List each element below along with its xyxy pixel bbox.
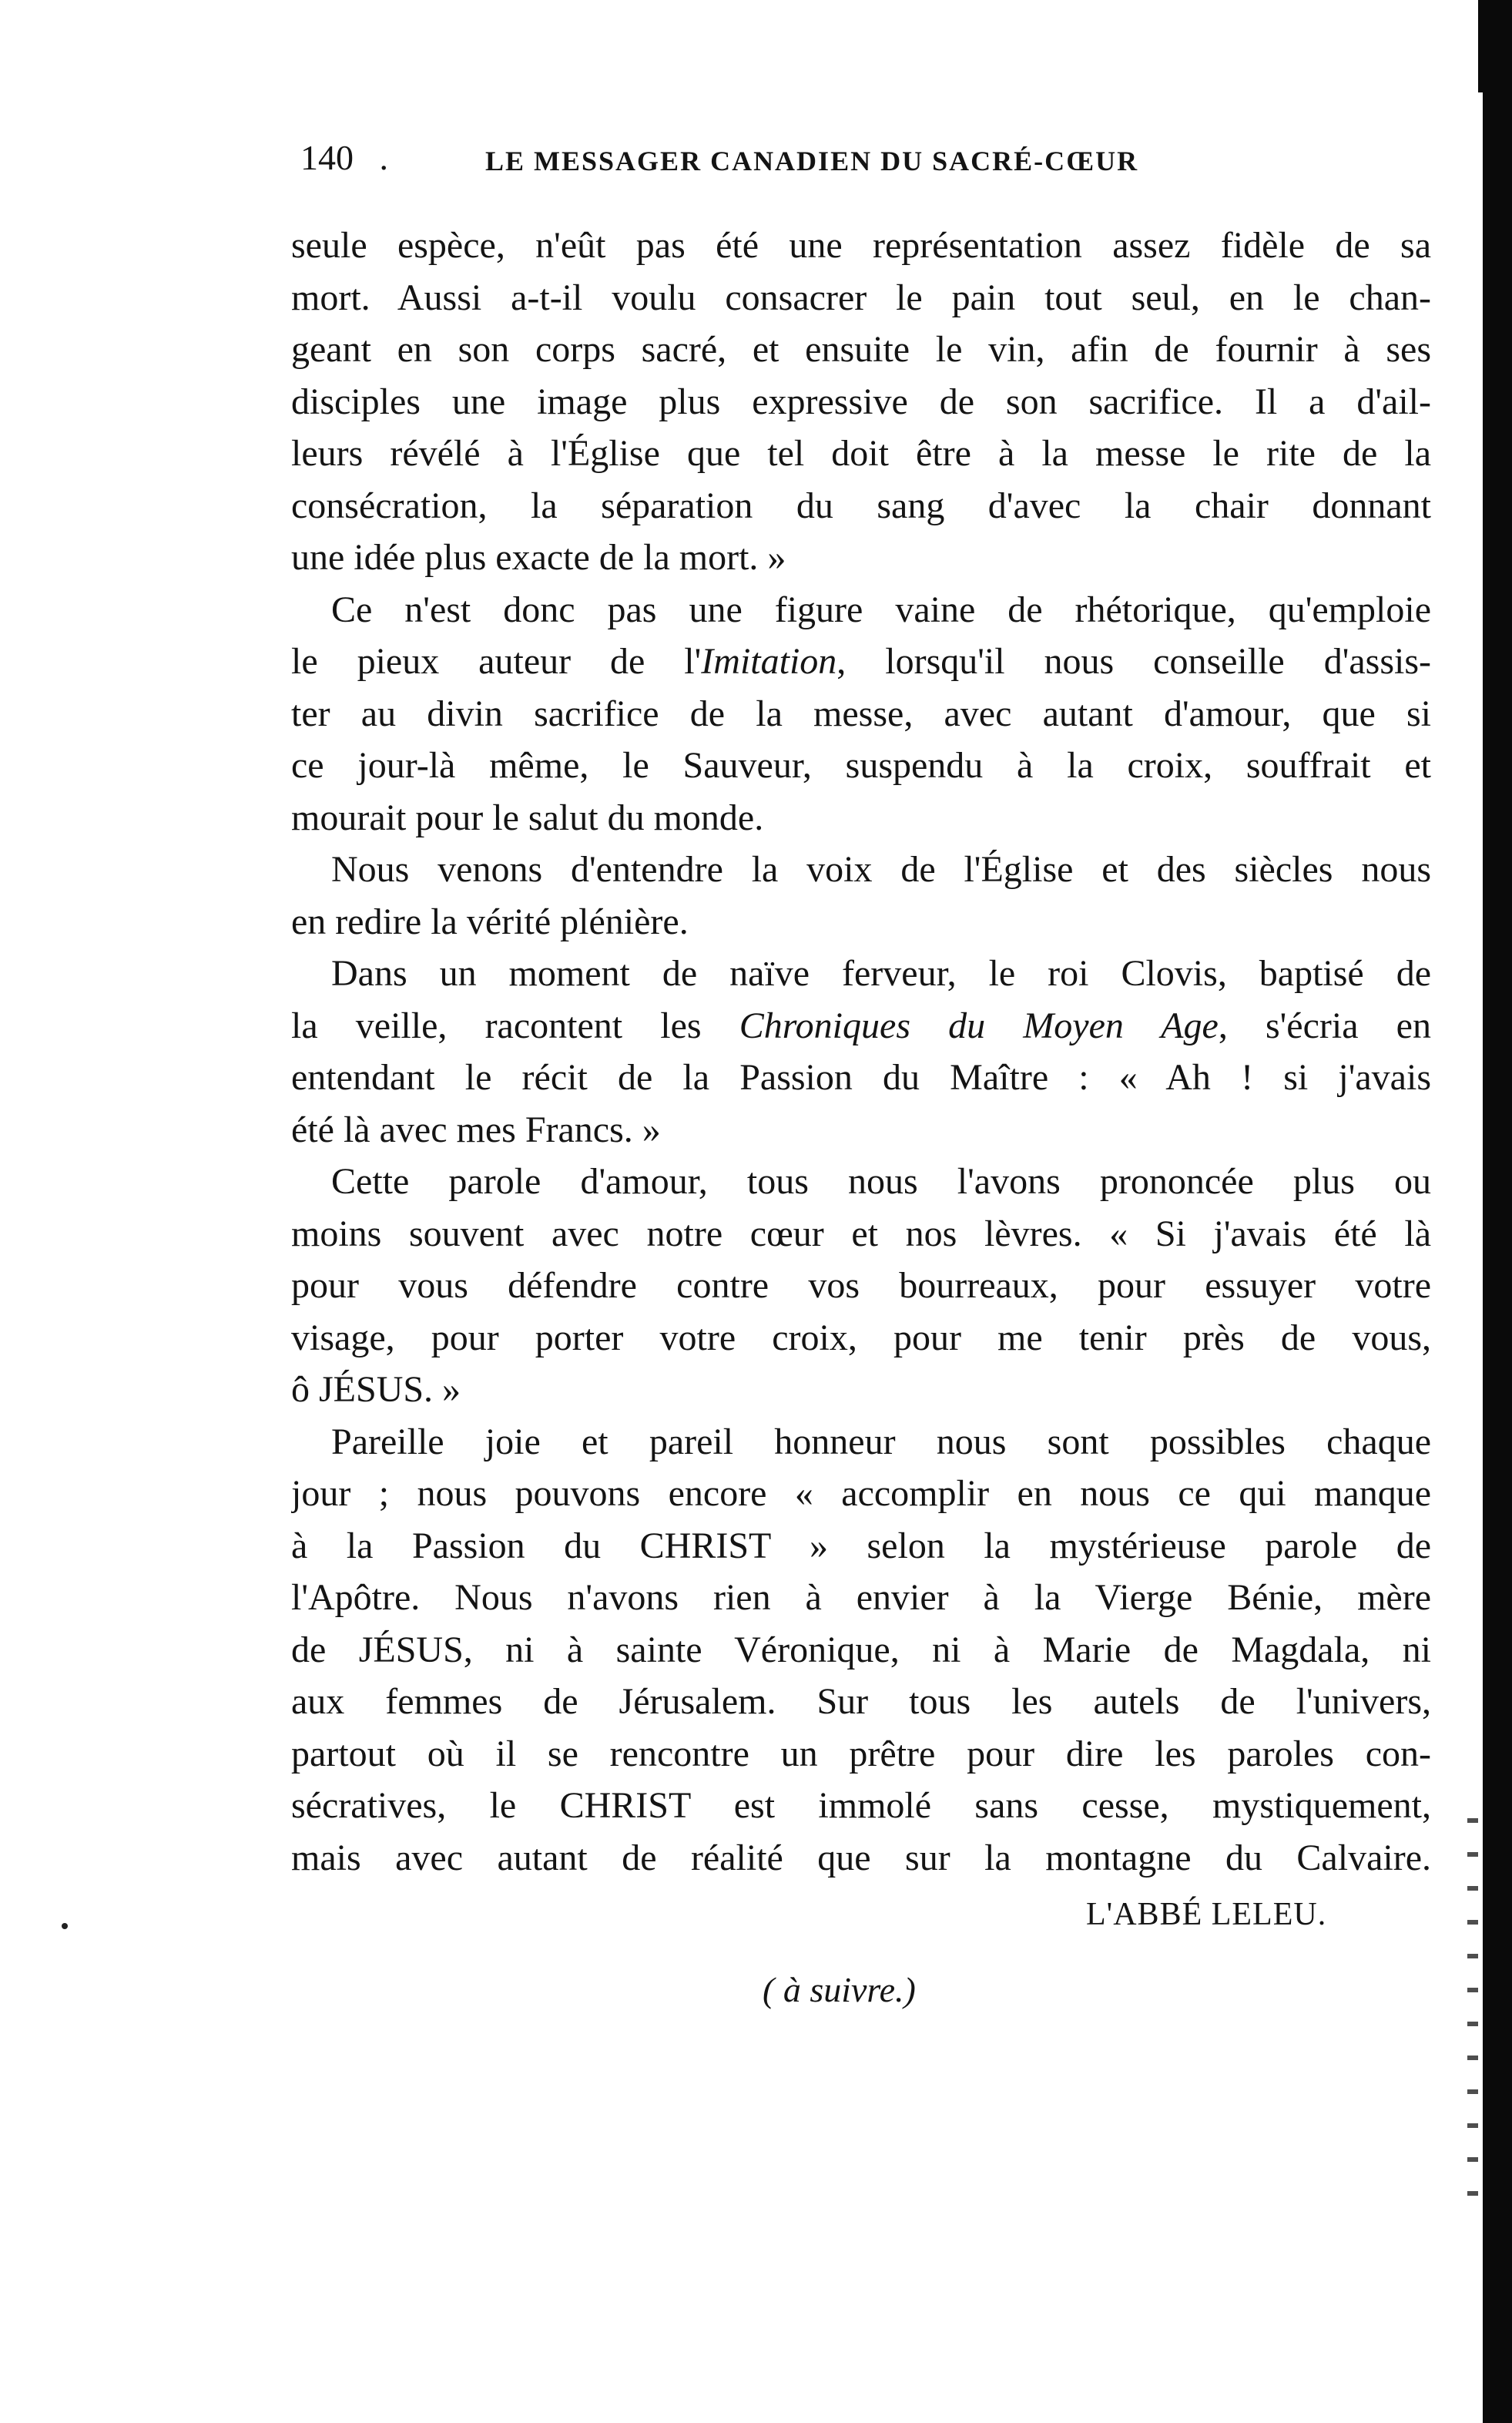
text-line: Ce n'est donc pas une figure vaine de rhétorique, qu'emploie [331,589,1431,630]
text-line: de JÉSUS, ni à sainte Véronique, ni à Marie de Magdala, ni [291,1629,1431,1670]
text-line: ce jour-là même, le Sauveur, suspendu à la croix, souffrait et [291,745,1431,786]
text-line: mais avec autant de réalité que sur la montagne du Calvaire. [291,1837,1431,1878]
text-line: mort. Aussi a-t-il voulu consacrer le pain tout seul, en le chan- [291,277,1431,318]
text-line: la veille, racontent les Chroniques du Moyen Age, s'écria en [291,1005,1431,1046]
scan-border [1483,0,1512,2423]
continuation-note: ( à suivre.) [763,1970,916,2009]
scan-artifact [1467,1818,1478,2219]
page-number [300,131,388,185]
text-line: Cette parole d'amour, tous nous l'avons prononcée plus ou [331,1161,1431,1202]
text-line: partout où il se rencontre un prêtre pour dire les paroles con- [291,1733,1431,1774]
text-line: consécration, la séparation du sang d'avec la chair donnant [291,485,1431,526]
text-line: Pareille joie et pareil honneur nous sont possibles chaque [331,1421,1431,1462]
text-line: seule espèce, n'eût pas été une représentation assez fidèle de sa [291,225,1431,266]
text-line: l'Apôtre. Nous n'avons rien à envier à la Vierge Bénie, mère [291,1577,1431,1618]
body-text [291,220,1431,1884]
page-number-value: 140 [300,138,354,177]
italic-title: Chroniques du Moyen Age [739,1005,1219,1046]
text-line: ô JÉSUS. » [291,1369,461,1410]
text-line: Dans un moment de naïve ferveur, le roi Clovis, baptisé de [331,953,1431,994]
text-line: disciples une image plus expressive de son sacrifice. Il a d'ail- [291,381,1431,422]
text-line: aux femmes de Jérusalem. Sur tous les autels de l'univers, [291,1681,1431,1722]
text-line: jour ; nous pouvons encore « accomplir en nous ce qui manque [291,1473,1431,1514]
text-line: pour vous défendre contre vos bourreaux, pour essuyer votre [291,1265,1431,1306]
running-head [300,131,1410,185]
italic-title: Imitation [701,641,837,682]
text-line: une idée plus exacte de la mort. » [291,537,786,578]
scan-border-top [1478,0,1512,92]
text-line: moins souvent avec notre cœur et nos lèvres. « Si j'avais été là [291,1213,1431,1254]
text-line: Nous venons d'entendre la voix de l'Église et des siècles nous [331,849,1431,890]
text-line: le pieux auteur de l'Imitation, lorsqu'il nous conseille d'assis- [291,641,1431,682]
text-line: sécratives, le CHRIST est immolé sans cesse, mystiquement, [291,1785,1431,1826]
text-line: visage, pour porter votre croix, pour me tenir près de vous, [291,1317,1431,1358]
scan-speck [62,1923,68,1929]
text-line: en redire la vérité plénière. [291,901,689,942]
running-title: LE MESSAGER CANADIEN DU SACRÉ-CŒUR [485,146,1139,176]
text-line: à la Passion du CHRIST » selon la mystérieuse parole de [291,1525,1431,1566]
text-line: mourait pour le salut du monde. [291,797,764,838]
text-line: entendant le récit de la Passion du Maître : « Ah ! si j'avais [291,1057,1431,1098]
text-line: leurs révélé à l'Église que tel doit être à la messe le rite de la [291,433,1431,474]
author-signature: L'ABBÉ LELEU. [1086,1897,1327,1932]
page-number-separator: . [379,138,388,177]
text-line: ter au divin sacrifice de la messe, avec autant d'amour, que si [291,693,1431,734]
text-line: geant en son corps sacré, et ensuite le vin, afin de fournir à ses [291,329,1431,370]
text-line: été là avec mes Francs. » [291,1109,661,1150]
